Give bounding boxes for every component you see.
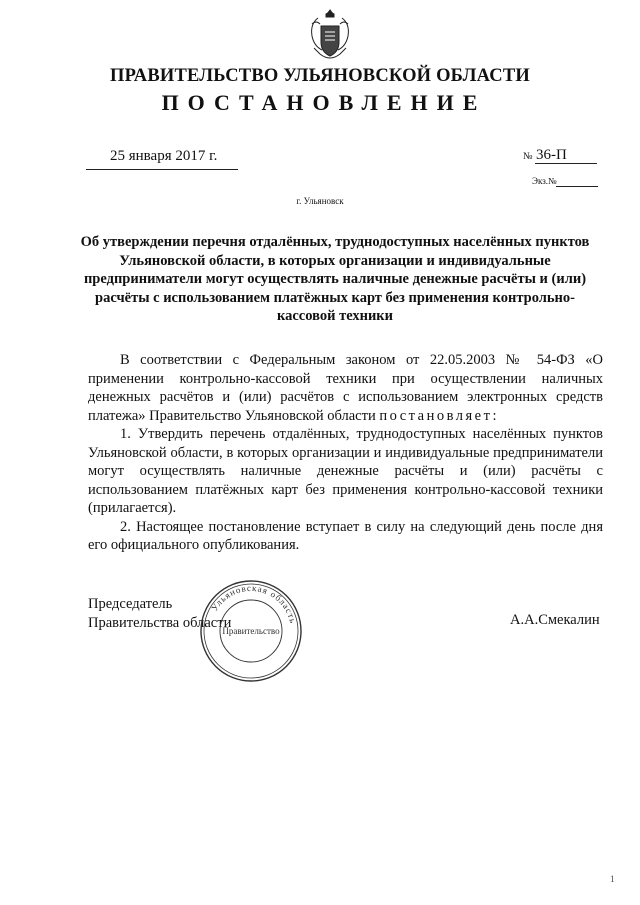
- item-2: 2. Настоящее постановление вступает в силу на следующий день после дня его официального опубликования.: [88, 518, 603, 553]
- document-title: Об утверждении перечня отдалённых, труднодоступных населённых пунктов Ульяновской области, в которых организации и индивидуальные предприниматели могут осуществлять наличные денежные расчёты и (или) расчёты с использованием платёжных карт без применения контрольно-кассовой техники: [80, 234, 590, 324]
- item-1: 1. Утвердить перечень отдалённых, труднодоступных населённых пунктов Ульяновской области, в которых организации и индивидуальные предприниматели могут осуществлять наличные денежные расчёты и (или) расчёты с использованием платёжных карт без применения контрольно-кассовой техники (прилагается).: [88, 426, 603, 516]
- intro-paragraph: [88, 351, 603, 425]
- stamp-ring-text: Ульяновская область: [209, 582, 299, 625]
- official-stamp-icon: [198, 578, 304, 684]
- resolves-word: постановляет:: [379, 407, 499, 424]
- coat-of-arms-icon: [304, 4, 356, 66]
- signatory-name: А.А.Смекалин: [510, 612, 600, 628]
- number-label: №: [523, 151, 533, 162]
- margin-mark: 1: [610, 874, 615, 884]
- organization-name: ПРАВИТЕЛЬСТВО УЛЬЯНОВСКОЙ ОБЛАСТИ: [110, 66, 530, 86]
- city-name: г. Ульяновск: [296, 196, 344, 206]
- copy-number-underline: [556, 186, 598, 187]
- number-underline: [535, 163, 597, 164]
- stamp-center-text: Правительство: [222, 626, 280, 636]
- document-number: 36-П: [536, 147, 567, 163]
- document-date: 25 января 2017 г.: [110, 148, 218, 164]
- intro-text: В соответствии с Федеральным законом от 22.05.2003 № 54-ФЗ «О применении контрольно-кассовой техники при осуществлении наличных денежных расчётов и (или) расчётов с использованием электронных средств платежа» Правительство Ульяновской области: [88, 352, 603, 424]
- document-body: [88, 351, 603, 555]
- signatory-position-line-2: Правительства области: [88, 614, 232, 631]
- document-type: ПОСТАНОВЛЕНИЕ: [161, 90, 487, 115]
- copy-number-label: Экз.№: [532, 176, 557, 186]
- date-underline: [86, 169, 238, 170]
- signatory-position-line-1: Председатель: [88, 596, 173, 612]
